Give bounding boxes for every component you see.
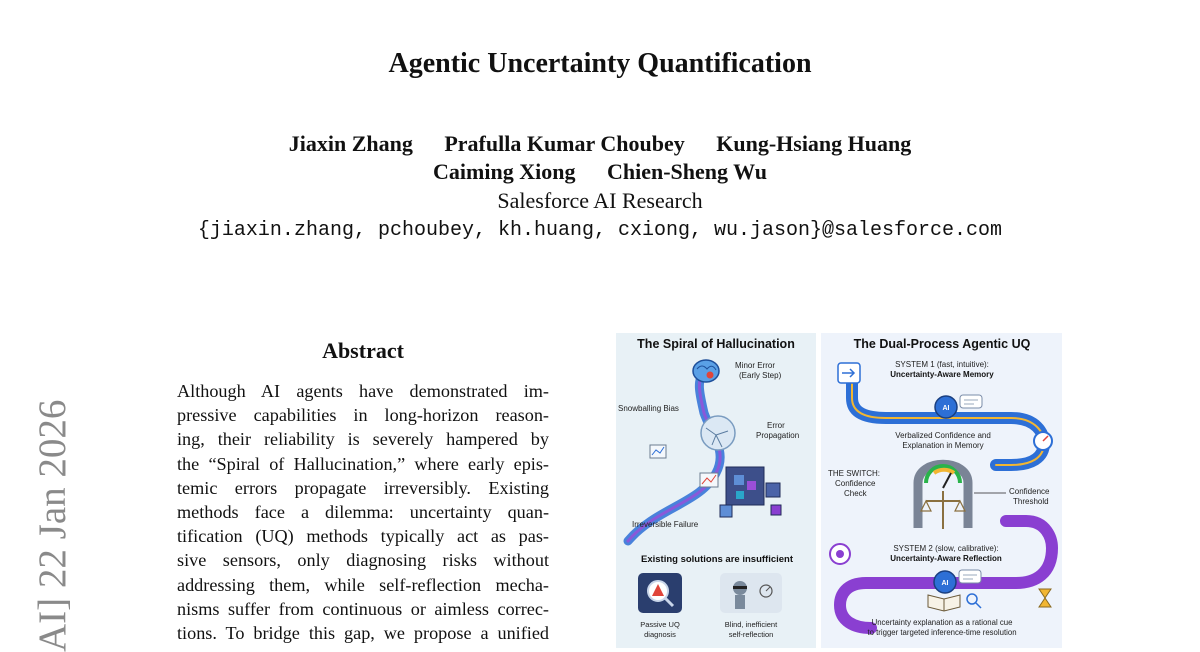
abstract-line: nisms suffer from continuous or aimless correc- <box>177 598 549 619</box>
abstract-line: the “Spiral of Hallucination,” where early epis- <box>177 453 549 474</box>
right-panel-title: The Dual-Process Agentic UQ <box>853 337 1031 351</box>
teaser-figure <box>616 333 1062 648</box>
minor-error-label: Minor Error <box>735 361 776 370</box>
abstract-line: sive sensors, only diagnosing risks without <box>177 550 549 571</box>
abstract-heading: Abstract <box>322 338 404 363</box>
author-name: Kung-Hsiang Huang <box>716 131 912 156</box>
blindfolded-robot-icon <box>720 573 782 613</box>
gear-icon <box>830 544 850 564</box>
svg-text:AI: AI <box>941 580 949 587</box>
abstract-line: tification (UQ) methods typically act as pas- <box>177 526 549 547</box>
abstract-line: Although AI agents have demonstrated im- <box>177 381 549 401</box>
author-name: Jiaxin Zhang <box>288 131 413 156</box>
passive-uq-label: Passive UQ <box>640 620 680 629</box>
system2-label: SYSTEM 2 (slow, calibrative): <box>893 544 999 553</box>
propagation-label: Propagation <box>756 431 800 440</box>
authors-line-1 <box>0 131 1200 157</box>
ai-robot-icon <box>934 571 956 593</box>
affiliation: Salesforce AI Research <box>497 188 703 213</box>
bottom-caption-line2: to trigger targeted inference-time resolution <box>867 628 1017 637</box>
arxiv-side-stamp: AI] 22 Jan 2026 <box>31 399 74 652</box>
author-name: Caiming Xiong <box>433 159 576 184</box>
bottom-caption-line1: Uncertainty explanation as a rational cue <box>871 618 1013 627</box>
blind-reflection-label: Blind, inefficient <box>724 620 778 629</box>
cracked-sphere-icon <box>701 416 735 450</box>
verbalized-label: Verbalized Confidence and <box>895 431 991 440</box>
system1-sublabel: Uncertainty-Aware Memory <box>890 370 994 379</box>
abstract-line: addressing them, while self-reflection mecha- <box>177 574 549 595</box>
abstract-line: temic errors propagate irreversibly. Existing <box>177 477 549 498</box>
system2-sublabel: Uncertainty-Aware Reflection <box>890 554 1002 563</box>
speech-bubble-icon <box>960 395 982 408</box>
threshold-sublabel: Threshold <box>1013 497 1049 506</box>
abstract-body <box>177 379 549 645</box>
enter-door-icon <box>838 363 860 383</box>
left-panel-title: The Spiral of Hallucination <box>637 337 795 351</box>
authors-line-2 <box>0 159 1200 185</box>
error-label: Error <box>767 421 785 430</box>
gauge-icon <box>1034 432 1052 450</box>
blind-reflection-sublabel: self-reflection <box>728 630 774 639</box>
abstract-line: ing, their reliability is severely hampered by <box>177 429 549 450</box>
speech-bubble-icon <box>959 570 981 583</box>
teaser-figure-svg <box>616 333 1062 648</box>
threshold-label: Confidence <box>1009 487 1050 496</box>
switch-sublabel-2: Check <box>844 489 867 498</box>
brain-icon <box>693 360 719 382</box>
system1-label: SYSTEM 1 (fast, intuitive): <box>895 360 989 369</box>
snowballing-bias-label: Snowballing Bias <box>618 404 679 413</box>
ai-robot-icon <box>935 396 957 418</box>
author-name: Prafulla Kumar Choubey <box>444 131 685 156</box>
paper-title: Agentic Uncertainty Quantification <box>388 48 812 79</box>
author-emails: {jiaxin.zhang, pchoubey, kh.huang, cxiong, wu.jason}@salesforce.com <box>197 219 1003 242</box>
passive-uq-sublabel: diagnosis <box>644 630 676 639</box>
verbalized-sublabel: Explanation in Memory <box>902 441 984 450</box>
magnifier-alert-icon <box>638 573 682 613</box>
svg-text:AI: AI <box>942 405 950 412</box>
irreversible-failure-label: Irreversible Failure <box>632 520 699 529</box>
abstract-line: tions. To bridge this gap, we propose a unified <box>177 623 549 644</box>
chart-tile-icon <box>650 445 666 458</box>
switch-sublabel: Confidence <box>835 479 876 488</box>
switch-label: THE SWITCH: <box>828 469 880 478</box>
insufficient-heading: Existing solutions are insufficient <box>640 554 794 565</box>
minor-error-sublabel: (Early Step) <box>739 371 782 380</box>
abstract-line: pressive capabilities in long-horizon reason- <box>177 405 549 426</box>
abstract-line: methods face a dilemma: uncertainty quan- <box>177 502 549 523</box>
chart-tile-icon <box>700 473 718 487</box>
author-name: Chien-Sheng Wu <box>606 159 767 184</box>
